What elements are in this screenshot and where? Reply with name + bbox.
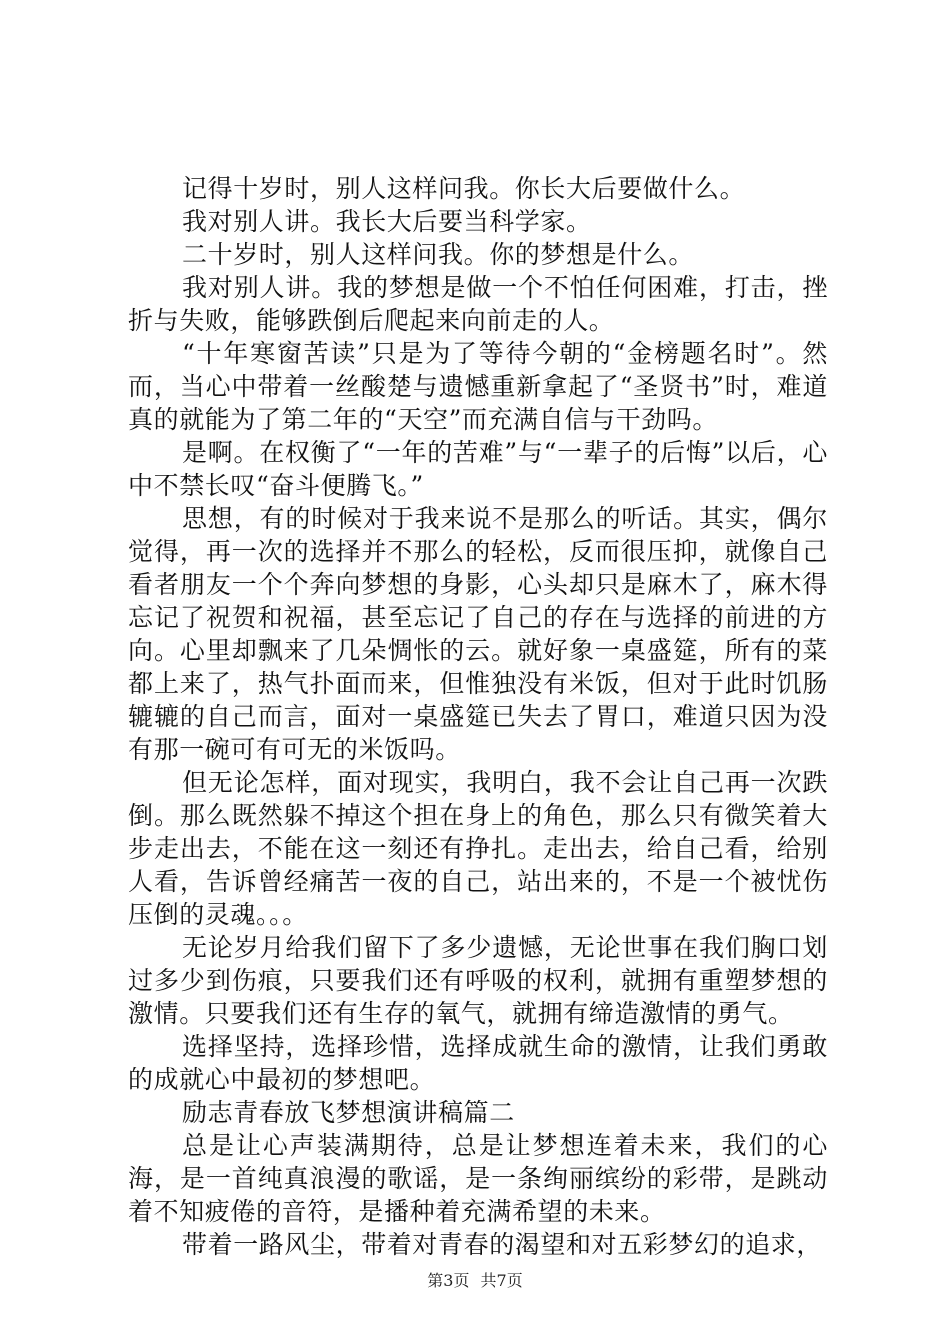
paragraph: “十年寒窗苦读”只是为了等待今朝的“金榜题名时”。然而，当心中带着一丝酸楚与遗憾重新拿起了“圣贤书”时，难道真的就能为了第二年的“天空”而充满自信与干劲吗。	[128, 339, 828, 434]
paragraph: 我对别人讲。我长大后要当科学家。	[182, 207, 592, 236]
page-total: 共7页	[480, 1271, 523, 1290]
paragraph: 思想，有的时候对于我来说不是那么的听话。其实，偶尔觉得，再一次的选择并不那么的轻松，反而很压抑，就像自己看者朋友一个个奔向梦想的身影，心头却只是麻木了，麻木得忘记了祝贺和祝福，甚至忘记了自己的存在与选择的前进的方向。心里却飘来了几朵惆怅的云。就好象一桌盛筵，所有的菜都上来了，热气扑面而来，但惟独没有米饭，但对于此时饥肠辘辘的自己而言，面对一桌盛筵已失去了胃口，难道只因为没有那一碗可有可无的米饭吗。	[128, 504, 828, 764]
paragraph: 我对别人讲。我的梦想是做一个不怕任何困难，打击，挫折与失败，能够跌倒后爬起来向前走的人。	[128, 273, 828, 335]
paragraph: 带着一路风尘，带着对青春的渴望和对五彩梦幻的追求，	[182, 1230, 823, 1259]
paragraph: 总是让心声装满期待，总是让梦想连着未来，我们的心海，是一首纯真浪漫的歌谣，是一条绚丽缤纷的彩带，是跳动着不知疲倦的音符，是播种着充满希望的未来。	[128, 1131, 828, 1226]
paragraph: 二十岁时，别人这样问我。你的梦想是什么。	[182, 240, 695, 269]
paragraph: 无论岁月给我们留下了多少遗憾，无论世事在我们胸口划过多少到伤痕，只要我们还有呼吸的权利，就拥有重塑梦想的激情。只要我们还有生存的氧气，就拥有缔造激情的勇气。	[128, 933, 828, 1028]
document-body	[128, 172, 828, 1261]
page-footer	[0, 1271, 950, 1291]
paragraph: 选择坚持，选择珍惜，选择成就生命的激情，让我们勇敢的成就心中最初的梦想吧。	[128, 1032, 828, 1094]
paragraph: 记得十岁时，别人这样问我。你长大后要做什么。	[182, 174, 746, 203]
paragraph: 但无论怎样，面对现实，我明白，我不会让自己再一次跌倒。那么既然躲不掉这个担在身上的角色，那么只有微笑着大步走出去，不能在这一刻还有挣扎。走出去，给自己看，给别人看，告诉曾经痛苦一夜的自己，站出来的，不是一个被忧伤压倒的灵魂。。。	[128, 768, 828, 929]
section-heading: 励志青春放飞梦想演讲稿篇二	[182, 1098, 515, 1127]
paragraph: 是啊。在权衡了“一年的苦难”与“一辈子的后悔”以后，心中不禁长叹“奋斗便腾飞。”	[128, 438, 828, 500]
page-number: 第3页	[427, 1271, 470, 1290]
